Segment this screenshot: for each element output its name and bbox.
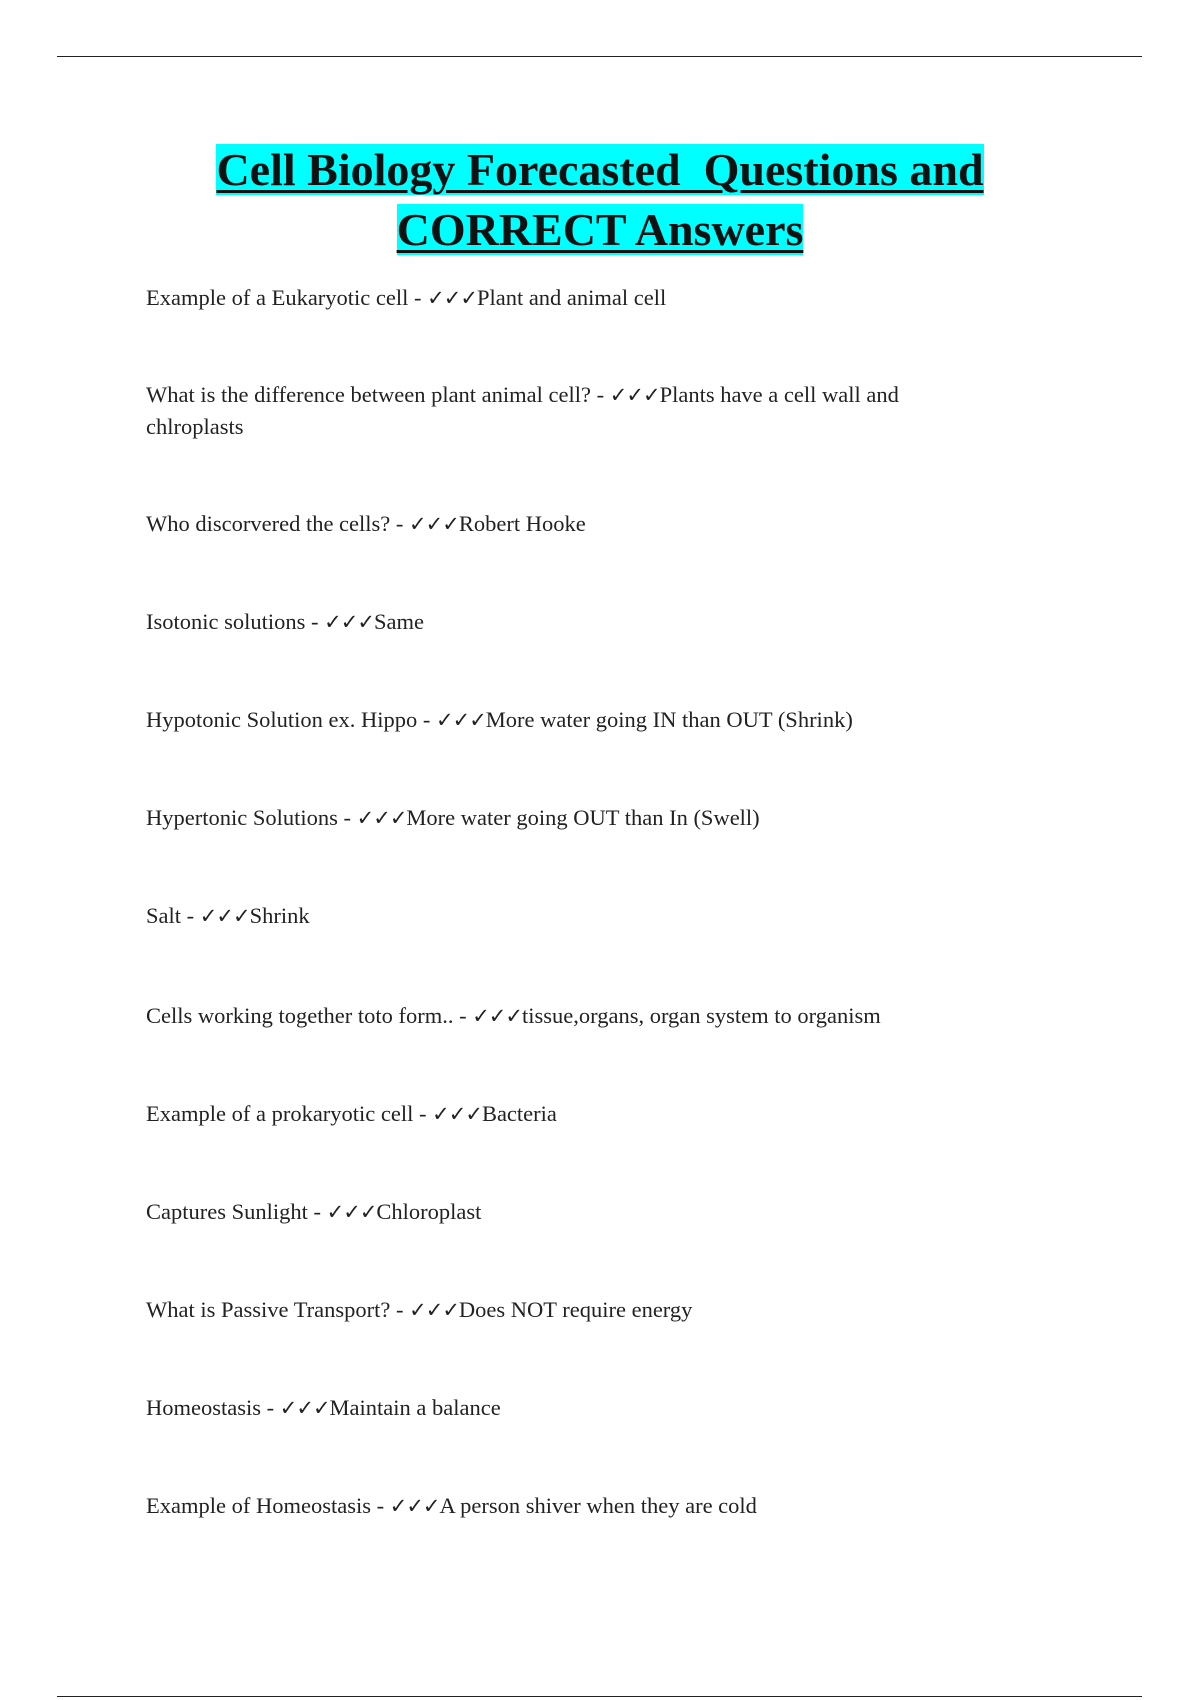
answer: More water going OUT than In (Swell) [406,805,760,830]
answer: Bacteria [481,1101,557,1126]
qa-item [146,704,1026,736]
check-marks-icon: ✓✓✓ [436,708,486,732]
separator: - [413,1101,433,1126]
separator: - [408,285,428,310]
separator: - [181,903,200,928]
question: Captures Sunlight [146,1199,308,1224]
separator: - [390,1297,410,1322]
question: Who discorvered the cells? [146,511,391,536]
check-marks-icon: ✓✓✓ [326,1200,377,1224]
check-marks-icon: ✓✓✓ [432,1102,482,1126]
question: Isotonic solutions [146,609,306,634]
check-marks-icon: ✓✓✓ [389,1494,440,1518]
answer: More water going IN than OUT (Shrink) [485,707,853,732]
answer: Plants have a cell wall and chlroplasts [146,382,899,439]
footer-rule [57,1696,1142,1697]
question: What is the difference between plant animal cell? [146,382,592,407]
check-marks-icon: ✓✓✓ [409,1298,459,1322]
qa-item [146,508,1026,540]
answer: Chloroplast [376,1199,482,1224]
question: What is Passive Transport? [146,1297,391,1322]
check-marks-icon: ✓✓✓ [279,1396,330,1420]
separator: - [305,609,325,634]
answer: A person shiver when they are cold [439,1493,757,1518]
document-title [0,140,1200,260]
qa-item [146,1490,1026,1522]
check-marks-icon: ✓✓✓ [356,806,407,830]
check-marks-icon: ✓✓✓ [609,383,660,407]
title-line-2: CORRECT Answers [396,204,804,255]
qa-item [146,1000,1026,1032]
answer: tissue,organs, organ system to organism [522,1003,881,1028]
separator: - [417,707,436,732]
question: Example of a prokaryotic cell [146,1101,414,1126]
separator: - [591,382,610,407]
question: Hypertonic Solutions [146,805,338,830]
separator: - [370,1493,390,1518]
separator: - [390,511,410,536]
qa-item [146,379,976,442]
question: Hypotonic Solution ex. Hippo [146,707,418,732]
qa-item [146,1294,1026,1326]
answer: Maintain a balance [329,1395,501,1420]
check-marks-icon: ✓✓✓ [409,512,459,536]
check-marks-icon: ✓✓✓ [427,286,477,310]
question: Example of a Eukaryotic cell [146,285,409,310]
qa-list [146,282,1026,1522]
separator: - [453,1003,473,1028]
check-marks-icon: ✓✓✓ [199,904,250,928]
separator: - [337,805,357,830]
answer: Shrink [249,903,310,928]
header-rule [57,56,1142,57]
title-line-1: Cell Biology Forecasted Questions and [216,144,984,195]
qa-item [146,1098,1026,1130]
check-marks-icon: ✓✓✓ [324,610,374,634]
qa-item [146,1196,1026,1228]
question: Salt [146,903,182,928]
qa-item [146,1392,1026,1424]
separator: - [261,1395,280,1420]
check-marks-icon: ✓✓✓ [472,1004,522,1028]
qa-item [146,900,1026,932]
answer: Plant and animal cell [476,285,667,310]
question: Cells working together toto form.. [146,1003,454,1028]
qa-item [146,282,1026,314]
answer: Same [373,609,424,634]
answer: Robert Hooke [458,511,586,536]
answer: Does NOT require energy [458,1297,693,1322]
question: Homeostasis [146,1395,261,1420]
question: Example of Homeostasis [146,1493,371,1518]
qa-item [146,606,1026,638]
qa-item [146,802,1026,834]
separator: - [307,1199,327,1224]
